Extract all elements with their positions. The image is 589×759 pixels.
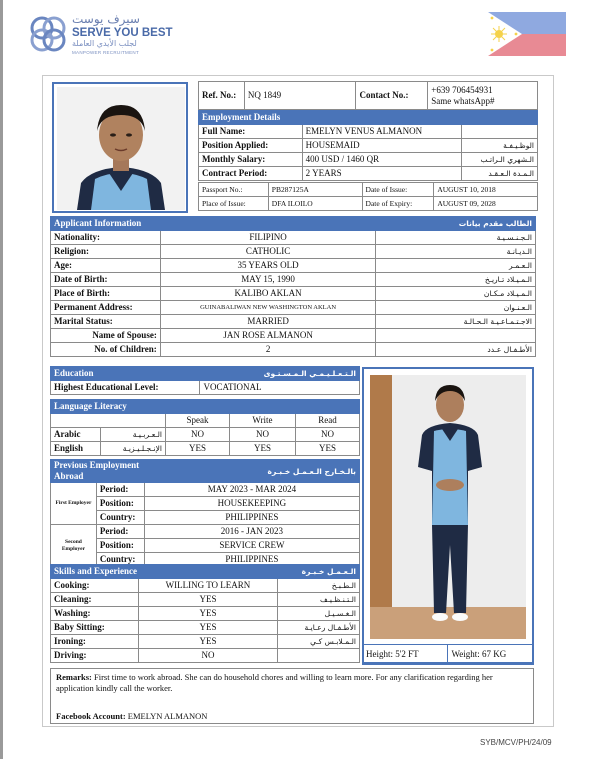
arabic-speak: NO <box>166 428 230 442</box>
applicant-portrait <box>52 82 188 213</box>
marital-status-ar: الاجـتـمـاعـيـة الـحـالـة <box>376 315 536 329</box>
religion-value: CATHOLIC <box>160 245 376 259</box>
religion-ar: الـديـانـة <box>376 245 536 259</box>
applicant-row <box>51 273 536 287</box>
first-country-value: PHILIPPINES <box>144 511 359 525</box>
cleaning-ar: الـتـنـظـيـف <box>278 593 360 607</box>
passport-no-label: Passport No.: <box>199 183 269 197</box>
second-employer-label: Second Employer <box>51 525 97 567</box>
first-position-label: Position: <box>96 497 144 511</box>
marital-status-label: Marital Status: <box>51 315 161 329</box>
skill-row <box>51 593 360 607</box>
previous-employment-table <box>50 459 360 567</box>
expiry-date-label: Date of Expiry: <box>362 197 434 211</box>
first-period-label: Period: <box>96 483 144 497</box>
applicant-title: Applicant Information <box>51 217 376 231</box>
contact-note: Same whatsApp# <box>431 95 495 106</box>
children-label: No. of Children: <box>51 343 161 357</box>
birth-place-label: Place of Birth: <box>51 287 161 301</box>
company-logo <box>28 12 178 58</box>
employment-title: Employment Details <box>199 111 538 125</box>
position-label: Position Applied: <box>199 139 303 153</box>
first-employer-label: First Employer <box>51 483 97 525</box>
full-name-value: EMELYN VENUS ALMANON <box>302 125 462 139</box>
salary-value: 400 USD / 1460 QR <box>302 153 462 167</box>
contact-label: Contact No.: <box>356 82 428 110</box>
washing-ar: الـغـسـيـل <box>278 607 360 621</box>
ironing-ar: الـمـلابـس كـي <box>278 635 360 649</box>
expiry-date-value: AUGUST 09, 2028 <box>434 197 538 211</box>
birth-place-ar: الـمـيـلاد مـكـان <box>376 287 536 301</box>
skill-row <box>51 649 360 663</box>
cooking-ar: الـطـبـخ <box>278 579 360 593</box>
english-speak: YES <box>166 442 230 456</box>
applicant-row <box>51 231 536 245</box>
address-ar: الـعـنـوان <box>376 301 536 315</box>
english-label: English <box>51 442 101 456</box>
spouse-value: JAN ROSE ALMANON <box>160 329 376 343</box>
employment-row <box>199 125 538 139</box>
previous-title-ar: بالـخـارج الـعـمـل خـبـرة <box>144 460 359 483</box>
second-period-value: 2016 - JAN 2023 <box>144 525 359 539</box>
contact-cell <box>428 82 538 110</box>
applicant-full-body-photo <box>362 367 534 664</box>
english-read: YES <box>296 442 360 456</box>
ref-value: NQ 1849 <box>244 82 356 110</box>
ref-label: Ref. No.: <box>199 82 245 110</box>
facebook-value: EMELYN ALMANON <box>127 711 208 721</box>
religion-label: Religion: <box>51 245 161 259</box>
education-title: Education <box>51 367 200 381</box>
birth-place-value: KALIBO AKLAN <box>160 287 376 301</box>
marital-status-value: MARRIED <box>160 315 376 329</box>
skill-row <box>51 607 360 621</box>
salary-label: Monthly Salary: <box>199 153 303 167</box>
driving-value: NO <box>138 649 277 663</box>
children-ar: الأطـفـال عـدد <box>376 343 536 357</box>
contact-value: +639 706454931 <box>431 84 493 95</box>
education-label: Highest Educational Level: <box>51 381 200 395</box>
position-ar: الوظـيـفـة <box>462 139 538 153</box>
issue-date-value: AUGUST 10, 2018 <box>434 183 538 197</box>
arabic-label: Arabic <box>51 428 101 442</box>
language-table <box>50 399 360 456</box>
portrait-photo <box>57 87 185 210</box>
skills-table <box>50 564 360 663</box>
speak-header: Speak <box>166 414 230 428</box>
employer-row <box>51 483 360 497</box>
ironing-value: YES <box>138 635 277 649</box>
facebook-account <box>56 711 207 722</box>
employer-row <box>51 497 360 511</box>
philippine-flag-icon <box>488 12 566 56</box>
cooking-label: Cooking: <box>51 579 139 593</box>
employment-row <box>199 153 538 167</box>
language-row <box>51 442 360 456</box>
second-position-value: SERVICE CREW <box>144 539 359 553</box>
full-name-ar <box>462 125 538 139</box>
position-value: HOUSEMAID <box>302 139 462 153</box>
education-table <box>50 366 360 395</box>
skill-row <box>51 621 360 635</box>
cooking-value: WILLING TO LEARN <box>138 579 277 593</box>
second-period-label: Period: <box>96 525 144 539</box>
cleaning-label: Cleaning: <box>51 593 139 607</box>
second-country-value: PHILIPPINES <box>144 553 359 567</box>
place-of-issue-label: Place of Issue: <box>199 197 269 211</box>
baby-sitting-label: Baby Sitting: <box>51 621 139 635</box>
read-header: Read <box>296 414 360 428</box>
remarks-box <box>50 668 534 724</box>
english-write: YES <box>230 442 296 456</box>
age-label: Age: <box>51 259 161 273</box>
baby-sitting-value: YES <box>138 621 277 635</box>
document-code: SYB/MCV/PH/24/09 <box>480 738 552 747</box>
language-row <box>51 428 360 442</box>
full-body-photo <box>370 375 526 639</box>
second-country-label: Country: <box>96 553 144 567</box>
spouse-label: Name of Spouse: <box>51 329 161 343</box>
first-period-value: MAY 2023 - MAR 2024 <box>144 483 359 497</box>
applicant-row <box>51 259 536 273</box>
nationality-value: FILIPINO <box>160 231 376 245</box>
arabic-read: NO <box>296 428 360 442</box>
applicant-row <box>51 315 536 329</box>
employer-row <box>51 539 360 553</box>
birth-date-ar: الـمـيـلاد تـاريـخ <box>376 273 536 287</box>
birth-date-label: Date of Birth: <box>51 273 161 287</box>
education-value: VOCATIONAL <box>200 381 360 395</box>
previous-title: Previous Employment Abroad <box>51 460 145 483</box>
ironing-label: Ironing: <box>51 635 139 649</box>
employment-table <box>198 110 538 181</box>
first-position-value: HOUSEKEEPING <box>144 497 359 511</box>
arabic-write: NO <box>230 428 296 442</box>
salary-ar: الـشهري الـراتـب <box>462 153 538 167</box>
employer-row <box>51 511 360 525</box>
place-of-issue-value: DFA ILOILO <box>268 197 362 211</box>
employment-row <box>199 139 538 153</box>
second-position-label: Position: <box>96 539 144 553</box>
first-country-label: Country: <box>96 511 144 525</box>
brand-subtitle: MANPOWER RECRUITMENT <box>72 50 139 55</box>
english-ar: الإنـجـلـيـزيـة <box>101 442 166 456</box>
children-value: 2 <box>160 343 376 357</box>
employer-row <box>51 525 360 539</box>
body-measurements-table <box>362 644 534 665</box>
baby-sitting-ar: الأطـفـال رعـايـة <box>278 621 360 635</box>
facebook-label: Facebook Account: <box>56 711 126 721</box>
remarks-text: First time to work abroad. She can do household chores and willing to learn more. For any clarification regarding her application kindly call the worker. <box>56 672 493 693</box>
applicant-title-ar: الطالب مقدم بيانات <box>376 217 536 231</box>
full-name-label: Full Name: <box>199 125 303 139</box>
applicant-row <box>51 329 536 343</box>
height-value: Height: 5'2 FT <box>363 645 448 665</box>
driving-ar <box>278 649 360 663</box>
address-value: GUINABALIWAN NEW WASHINGTON AKLAN <box>160 301 376 315</box>
issue-date-label: Date of Issue: <box>362 183 434 197</box>
washing-value: YES <box>138 607 277 621</box>
left-edge <box>0 0 3 759</box>
remarks-label: Remarks: <box>56 672 92 682</box>
contract-ar: الـمـدة الـعـقـد <box>462 167 538 181</box>
washing-label: Washing: <box>51 607 139 621</box>
brand-arabic: سيرف يوست <box>72 12 140 26</box>
passport-no-value: PB287125A <box>268 183 362 197</box>
applicant-row <box>51 301 536 315</box>
passport-table <box>198 182 538 211</box>
address-label: Permanent Address: <box>51 301 161 315</box>
spouse-ar <box>376 329 536 343</box>
brand-name: SERVE YOU BEST <box>72 27 173 39</box>
age-ar: الـعـمـر <box>376 259 536 273</box>
skills-title: Skills and Experience <box>51 565 278 579</box>
write-header: Write <box>230 414 296 428</box>
applicant-row <box>51 343 536 357</box>
reference-table <box>198 81 538 110</box>
skill-row <box>51 579 360 593</box>
contract-label: Contract Period: <box>199 167 303 181</box>
cleaning-value: YES <box>138 593 277 607</box>
driving-label: Driving: <box>51 649 139 663</box>
contract-value: 2 YEARS <box>302 167 462 181</box>
employment-row <box>199 167 538 181</box>
skills-title-ar: الـعـمـل خـبـرة <box>278 565 360 579</box>
applicant-row <box>51 287 536 301</box>
age-value: 35 YEARS OLD <box>160 259 376 273</box>
nationality-label: Nationality: <box>51 231 161 245</box>
brand-arabic-tagline: لجلب الأيدي العاملة <box>72 39 137 48</box>
skill-row <box>51 635 360 649</box>
education-title-ar: الـتـعـلـيـمـي الـمـسـتـوى <box>200 367 360 381</box>
birth-date-value: MAY 15, 1990 <box>160 273 376 287</box>
language-blank <box>51 414 166 428</box>
weight-value: Weight: 67 KG <box>448 645 534 665</box>
language-title: Language Literacy <box>51 400 360 414</box>
logo-mark-icon <box>28 14 68 54</box>
applicant-table <box>50 216 536 357</box>
nationality-ar: الـجـنـسـيـة <box>376 231 536 245</box>
arabic-ar: الـعـربـيـة <box>101 428 166 442</box>
applicant-row <box>51 245 536 259</box>
